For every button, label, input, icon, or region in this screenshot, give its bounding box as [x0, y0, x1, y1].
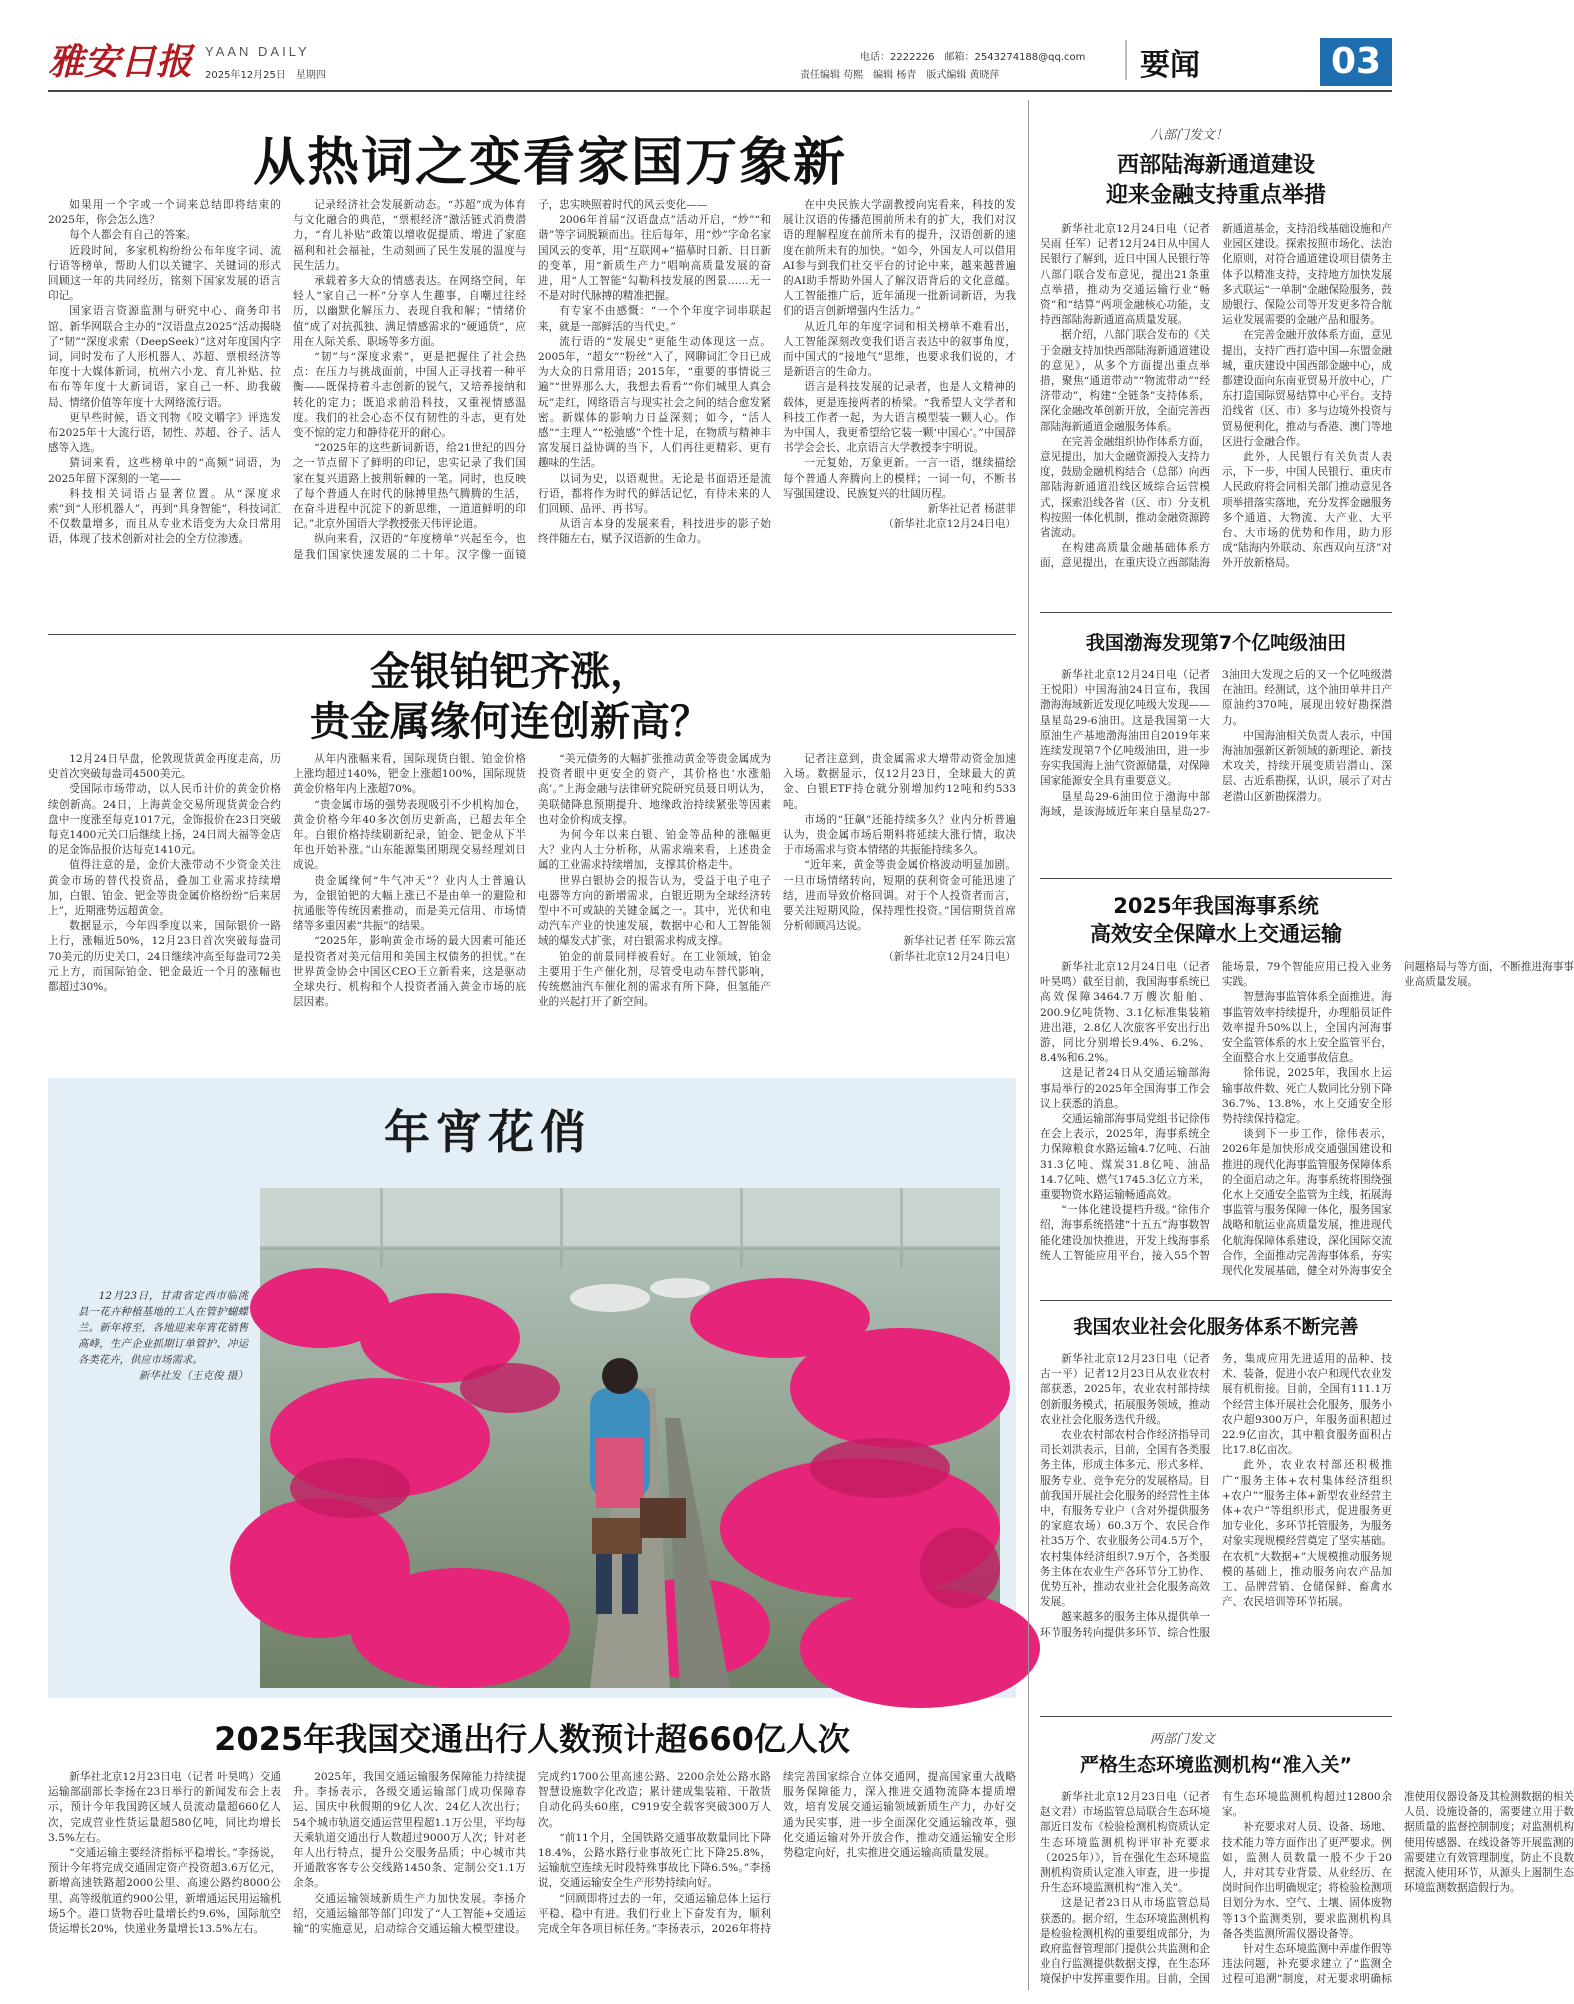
paragraph: “贵金属市场的强势表现吸引不少机构加仓，黄金价格今年40多次创历史新高，已超去年全年。白银价格持续刷新纪录，铂金、钯金从下半年也开始补涨。”山东能源集团期现交易经理刘日成说。 — [293, 798, 526, 872]
article-body-r3 — [1040, 960, 1574, 1294]
photo-section — [48, 1078, 1016, 1698]
headline-r4: 我国农业社会化服务体系不断完善 — [1073, 1316, 1359, 1338]
paragraph: 交通运输领域新质生产力加快发展。李扬介绍，交通运输部等部门印发了“人工智能+交通运输”的实施意见，启动综合交通运输大模型建设。完成约1700公里高速公路、2200余处公路水路智慧设施数字化改造；累计建成集装箱、干散货自动化码头60座，C919安全载客突破300万人次。 — [293, 1771, 771, 1936]
paragraph: 交通运输部海事局党组书记徐伟在会上表示，2025年，海事系统全力保障粮食水路运输4.7亿吨、石油31.3亿吨、煤炭31.8亿吨、油品14.7亿吨、燃气1745.3亿立方米，重要物资水路运输畅通高效。 — [1040, 1113, 1210, 1202]
paragraph: 受国际市场带动，以人民币计价的黄金价格续创新高。24日，上海黄金交易所现货黄金合约盘中一度涨至每克1017元，金饰报价在23日突破每克1400元关口后继续上扬，24日周大福等金店的足金饰品报价达每克1410元。 — [48, 783, 281, 857]
paragraph: 这是记者24日从交通运输部海事局举行的2025年全国海事工作会议上获悉的消息。 — [1040, 1067, 1210, 1110]
paragraph: 为何今年以来白银、铂金等品种的涨幅更大？业内人士分析称，从需求端来看，上述贵金属的工业需求持续增加，支撑其价格走牛。 — [538, 829, 771, 872]
headline-a2-line1: 金银铂钯齐涨， — [370, 649, 650, 695]
paragraph: “2025年，影响黄金市场的最大因素可能还是投资者对美元信用和美国主权债务的担忧。”在世界黄金协会中国区CEO王立新看来，这是驱动全球央行、机构和个人投资者涌入黄金市场的底层因素。 — [293, 935, 526, 1009]
paragraph: 据介绍，八部门联合发布的《关于金融支持加快西部陆海新通道建设的意见》，从多个方面提出重点举措，聚焦“通道带动”“物流带动”“经济带动”，构建“全链条”支持体系，深化金融改革创新开放，全面完善西部陆海新通道金融服务体系。 — [1040, 329, 1210, 433]
paragraph: 此外，人民银行有关负责人表示，下一步，中国人民银行、重庆市人民政府将会同相关部门推动意见各项举措落实落地，充分发挥金融服务多个通道、大物流、大产业、大平台、大市场的优势和作用，助力形成“陆海内外联动、东西双向互济”对外开放新格局。 — [1222, 451, 1392, 570]
paragraph: 纵向来看，汉语的“年度榜单”兴起至今，也是我们国家快速发展的二十年。汉字像一面镜子，忠实映照着时代的风云变化—— — [293, 199, 708, 561]
paragraph: 在构建高质量金融基础体系方面，意见提出，在重庆设立西部陆海新通道基金，支持沿线基础设施和产业园区建设。探索按照市场化、法治化原则，对符合通道建设项目债务主体予以精准支持，支持地方加快发展多式联运“一单制”金融保险服务，鼓励银行、保险公司等开发更多符合航运业发展需要的金融产品和服务。 — [1040, 223, 1392, 570]
newspaper-english-name: YAAN DAILY — [205, 44, 310, 59]
column-divider — [1028, 100, 1029, 1990]
paragraph: 新华社北京12月24日电（记者 吴雨 任军）记者12月24日从中国人民银行了解到，近日中国人民银行等八部门联合发布意见，提出21条重点举措，推动为交通运输行业“畅资”和“结算”两项金融核心功能，支持西部陆海新通道高质量发展。 — [1040, 223, 1210, 327]
article-body-r1 — [1040, 222, 1392, 594]
divider — [1040, 612, 1392, 613]
headline-r5: 严格生态环境监测机构“准入关” — [1080, 1754, 1352, 1776]
headline-r3-line1: 2025年我国海事系统 — [1113, 894, 1319, 918]
article-body-a2 — [48, 752, 1016, 1062]
article-body-r5 — [1040, 1790, 1574, 1990]
paragraph: 新华社北京12月23日电（记者 叶昊鸣）交通运输部副部长李扬在23日举行的新闻发布会上表示，预计今年我国跨区域人员流动量超660亿人次，完成营业性货运量超580亿吨，同比均增长3.5%左右。 — [48, 1771, 281, 1844]
paragraph: 从语言本身的发展来看，科技进步的影子始终伴随左右，赋予汉语新的生命力。 — [538, 518, 771, 546]
headline-r1-line2: 迎来金融支持重点举措 — [1105, 183, 1326, 208]
contact-info: 电话：2222226 邮箱：2543274188@qq.com — [860, 52, 1086, 63]
paragraph: 此外，农业农村部还积极推广“服务主体+农村集体经济组织+农户”“服务主体+新型农业经营主体+农户”等组织形式，促进服务更加专业化、多环节托管服务，为服务对象实现规模经营奠定了坚实基础。在农机“大数据+”大规模推动服务规模的基础上，推动服务向农产品加工、品牌营销、仓储保鲜、畜禽水产、农民培训等环节拓展。 — [1222, 1459, 1392, 1609]
headline-r3-line2: 高效安全保障水上交通运输 — [1090, 922, 1342, 946]
paragraph: 世界白银协会的报告认为，受益于电子电子电器等方向的新增需求，白银近期为全球经济转型中不可或缺的关键金属之一。其中，光伏和电动汽车产业的快速发展，数据中心和人工智能领域的爆发式扩张，对白银需求构成支撑。 — [538, 874, 771, 948]
paragraph: 近段时间，多家机构纷纷公布年度字词、流行语等榜单，帮助人们以关键字、关键词的形式回顾这一年的共同经历，铭刻下国家发展的语言印记。 — [48, 244, 281, 303]
paragraph: 谈到下一步工作，徐伟表示，2026年是加快形成交通强国建设和推进的现代化海事监管服务保障体系的全面启动之年。海事系统将围绕强化水上交通安全监管为主线，拓展海事监管与服务保障一体化，服务国家战略和航运业高质量发展，推进现代化航海保障体系建设，深化国际交流合作，全面推动完善海事体系，夯实现代化发展基础，健全对外海事安全问题格局与等方面，不断推进海事事业高质量发展。 — [1222, 961, 1574, 1278]
paragraph: 新华社北京12月24日电（记者 王悦阳）中国海油24日宣布，我国渤海海域新近发现亿吨级大发现——垦星岛29-6油田。这是我国第一大原油生产基地渤海油田自2019年来连续发现第7个亿吨级油田，进一步夯实我国海上油气资源储量，对保障国家能源安全具有重要意义。 — [1040, 669, 1210, 788]
divider — [1040, 1716, 1392, 1717]
headline-a1: 从热词之变看家国万象新 — [252, 133, 847, 193]
paragraph: “一体化建设提档升级。”徐伟介绍，海事系统搭建“十五五”海事数智能化建设加快推进，开发上线海事系统人工智能应用平台，接入55个智能场景，79个智能应用已投入业务实践。 — [1040, 961, 1392, 1262]
paragraph: 以词为史，以语观世。无论是书面语还是流行语，都将作为时代的鲜活记忆，有待未来的人们回顾、品评、再书写。 — [538, 472, 771, 516]
newspaper-logo: 雅安日报 — [48, 41, 193, 83]
article-body-a3 — [48, 1770, 1016, 1990]
paragraph: “交通运输主要经济指标平稳增长。”李扬说，预计今年将完成交通固定资产投资超3.6万亿元，新增高速铁路超2000公里、高速公路约8000公里、高等级航道约900公里，新增通运民用运输机场5个。港口货物吞吐量增长约9.6%，国际航空货运增长20%，快递业务量增长13.5%左右。 — [48, 1847, 281, 1936]
paragraph: 猜词来看，这些榜单中的“高频”词语，为2025年留下深刻的一笔—— — [48, 457, 281, 485]
paragraph: 在完善金融开放体系方面，意见提出，支持广西打造中国—东盟金融城，重庆建设中国西部金融中心，成都建设面向东南亚贸易开放中心，广东打造国际贸易结算中心平台。支持沿线省（区、市）多与边境外投资与贸易便利化，推动与香港、澳门等地区进行金融合作。 — [1222, 329, 1392, 448]
headline-a3: 2025年我国交通出行人数预计超660亿人次 — [214, 1720, 850, 1758]
headline-r2: 我国渤海发现第7个亿吨级油田 — [1085, 632, 1347, 654]
paragraph: 新华社北京12月23日电（记者 古一平）记者12月23日从农业农村部获悉，2025年，农业农村部持续创新服务模式，拓展服务领域，推动农业社会化服务迭代升级。 — [1040, 1353, 1210, 1426]
paragraph: 每个人都会有自己的答案。 — [69, 229, 197, 242]
paragraph: 从年内涨幅来看，国际现货白银、铂金价格上涨均超过140%，钯金上涨超100%，国际现货黄金价格年内上涨超70%。 — [293, 753, 526, 796]
paragraph: 市场的“狂飙”还能持续多久？业内分析普遍认为，贵金属市场后期料将延续大涨行情，取决于市场需求与资本情绪的共振能持续多久。 — [783, 813, 1016, 857]
paragraph: “韧”与“深度求索”，更是把握住了社会热点：在压力与挑战面前，中国人正寻找着一种平衡——既保持着斗志创新的锐气，又培养接纳和转化的定力；既追求前沿科技，又重视情感温度。我们的社会心态不仅有韧性的斗志，更有处变不惊的定力和静待花开的耐心。 — [293, 351, 526, 440]
paragraph: 2006年首届“汉语盘点”活动开启，“炒”“和谐”等字词脱颖而出。往后每年，用“炒”字命名家国风云的变革，用“互联网+”描摹时日新、日日新的变革，用“新质生产力”唱响高质量发展的奋进，用“人工智能”勾勒科技发展的图景……无一不是对时代脉搏的精准把握。 — [538, 214, 771, 303]
photo-frame — [260, 1188, 1000, 1688]
paragraph: 更早些时候，语文刊物《咬文嚼字》评选发布2025年十大流行语，韧性、苏超、谷子、活人感等入选。 — [48, 411, 281, 455]
page-number-box — [1320, 38, 1392, 86]
paragraph: 智慧海事监管体系全面推进。海事监管效率持续提升，办理船员证件效率提升50%以上，全国内河海事安全监管体系的水上安全监管平台，全面整合水上交通事故信息。 — [1222, 991, 1392, 1065]
dateline: （新华社北京12月24日电） — [883, 950, 1016, 963]
paragraph: 有专家不由感慨：“一个个年度字词串联起来，就是一部鲜活的当代史。” — [538, 305, 771, 333]
photo-title: 年宵花俏 — [384, 1105, 592, 1159]
paragraph: 新华社北京12月23日电（记者 赵文君）市场监管总局联合生态环境部近日发布《检验检测机构资质认定生态环境监测机构评审补充要求（2025年）》，旨在强化生态环境监测机构资质认定准入审查，进一步提升生态环境监测机构“准入关”。 — [1040, 1791, 1210, 1895]
photo-credit: 新华社发（王克俊 摄） — [138, 1370, 248, 1382]
headline-a2-line2: 贵金属缘何连创新高？ — [310, 699, 710, 745]
paragraph: 在中央民族大学副教授向宪看来，科技的发展让汉语的传播范围前所未有的扩大，我们对汉语的理解程度在前所未有的提升，汉语创新的速度在前所未有的加快。“如今，外国友人可以借用AI参与到我们社交平台的讨论中来，越来越普遍的AI助手帮助外国人了解汉语背后的文化意蕴。人工智能推广后，近年涌现一批新词新语，为我们的语言创新增强内生活力。” — [783, 199, 1016, 318]
paragraph: 中国海油相关负责人表示，中国海油加强新区新领域的新理论、新技术攻关，持续开展变质岩潜山、深层、古近系勘探，认识，展示了对古老潜山区新勘探潜力。 — [1222, 729, 1392, 803]
kicker-r1: 八部门发文！ — [1150, 128, 1229, 143]
paragraph: 科技相关词语占显著位置。从“深度求索”到“人形机器人”，再到“具身智能”，科技词汇不仅数量增多，而且从专业术语变为大众日常用语，体现了技术创新对社会的全方位渗透。 — [48, 487, 281, 546]
byline: 新华社记者 任军 陈云富 — [903, 935, 1016, 948]
paragraph: 在完善金融组织协作体系方面，意见提出，加大金融资源投入支持力度，鼓励金融机构结合（总部）向西部陆海新通道沿线区域综合运营模式，探索沿线各省（区、市）分支机构按照一体化机制，推动金融资源跨省流动。 — [1040, 435, 1210, 540]
paragraph: 垦星岛29-6油田位于渤海中部海域，是该海域近年来自垦星岛27-3油田大发现之后的又一个亿吨级潜在油田。经测试，这个油田单井日产原油约370吨，展现出较好勘探潜力。 — [1040, 669, 1392, 818]
paragraph: 新华社北京12月24日电（记者 叶昊鸣）截至目前，我国海事系统已高效保障3464.7万艘次船舶、200.9亿吨货物、3.1亿标准集装箱进出港，2.8亿人次旅客平安出行出游，同比分别增长9.4%、6.2%、8.4%和6.2%。 — [1040, 961, 1210, 1065]
divider — [1040, 1300, 1392, 1301]
caption-text: 12月23日，甘肃省定西市临洮县一花卉种植基地的工人在管护蝴蝶兰。新年将至，各地迎来年宵花销售高峰，生产企业抓期订单管护、冲运各类花卉，供应市场需求。 — [78, 1290, 248, 1366]
paragraph: 国家语言资源监测与研究中心、商务印书馆、新华网联合主办的“汉语盘点2025”活动揭晓了“韧”“深度求索（DeepSeek）”这对年度国内字词，同时发布了人形机器人、苏超、票根经济等年度十大媒体新词，杭州六小龙、育儿补贴、拉布布等年度十大新词语，家自己一杯、助我破局、情绪价值等年度十大网络流行语。 — [48, 305, 281, 409]
paragraph: 补充要求对人员、设备、场地、技术能力等方面作出了更严要求。例如，监测人员数量一般不少于20人，并对其专业背景、从业经历、在岗时间作出明确规定；将检验检测项目划分为水、空气、土壤、固体废物等13个监测类别，要求监测机构具备各类监测所需仪器设备等。 — [1222, 1821, 1392, 1940]
article-body-a1 — [48, 198, 1016, 626]
paragraph: 从近几年的年度字词和相关榜单不难看出，人工智能深刻改变我们语言表达中的叙事角度，而中国式的“接地气”思维，也要求我们说的，才是新语言的生命力。 — [783, 320, 1016, 379]
article-body-r4 — [1040, 1352, 1392, 1708]
page-number: 03 — [1330, 41, 1382, 82]
paragraph: 铂金的前景同样被看好。在工业领域，铂金主要用于生产催化剂，尽管受电动车替代影响，传统燃油汽车催化剂的需求有所下降，但氢能产业的兴起打开了新空间。 — [538, 950, 771, 1009]
paragraph: 如果用一个字或一个词来总结即将结束的2025年，你会怎么选？ — [48, 199, 281, 227]
issue-date: 2025年12月25日 星期四 — [205, 70, 326, 81]
paragraph: 贵金属缘何“牛气冲天”？业内人士普遍认为，金银铂钯的大幅上涨已不是由单一的避险和抗通胀等传统因素推动，而是美元信用、市场情绪等多重因素“共振”的结果。 — [293, 874, 526, 933]
orchid-greenhouse-photo — [260, 1188, 1000, 1688]
photo-caption — [78, 1288, 248, 1488]
section-divider — [1125, 40, 1127, 80]
paragraph: 农业农村部农村合作经济指导司司长刘洪表示，目前，全国有各类服务主体，形成主体多元、形式多样、服务专业、竞争充分的发展格局。目前我国开展社会化服务的经营性主体中，有服务专业户（含对外提供服务的家庭农场）60.3万个、农民合作社35万个、农业服务公司4.5万个，农村集体经济组织7.9万个，各类服务主体在农业生产各环节分工协作、优势互补，推动农业社会化服务高效发展。 — [1040, 1429, 1210, 1609]
paragraph: 徐伟说，2025年，我国水上运输事故件数、死亡人数同比分别下降36.7%、13.8%，水上交通安全形势持续保持稳定。 — [1222, 1067, 1392, 1126]
paragraph: 越来越多的服务主体从提供单一环节服务转向提供多环节、综合性服务，集成应用先进适用的品种、技术、装备，促进小农户和现代农业发展有机衔接。目前，全国有111.1万个经营主体开展社会化服务，服务小农户超9300万户，年服务面积超过22.9亿亩次，其中粮食服务面积占比17.8亿亩次。 — [1040, 1353, 1392, 1639]
divider — [48, 634, 1016, 635]
paragraph: “回顾即将过去的一年，交通运输总体上运行平稳、稳中有进。我们行业上下奋发有为，顺利完成全年各项目标任务。”李扬表示，2026年将持续完善国家综合立体交通网，提高国家重大战略服务保障能力，深入推进交通物流降本提质增效，培育发展交通运输领域新质生产力，办好交通为民实事，进一步全面深化交通运输改革，强化交通运输对外开放合作，推动交通运输安全形势稳定向好，扎实推进交通运输高质量发展。 — [538, 1771, 1016, 1936]
section-name: 要闻 — [1140, 48, 1200, 83]
editor-credits: 责任编辑 苟熙 编辑 杨青 版式编辑 黄晓萍 — [800, 70, 1000, 81]
paragraph: 记录经济社会发展新动态。“苏超”成为体育与文化融合的典范，“票根经济”激活链式消费潜力，“育儿补贴”政策以增收促提质、增进了家庭福利和社会福祉，生动刻画了民生发展的温度与民生活力。 — [293, 199, 526, 272]
paragraph: 这是记者23日从市场监管总局获悉的。据介绍，生态环境监测机构是检验检测机构的重要组成部分，为政府监督管理部门提供公共监测和企业自行监测提供数据支撑，在生态环境保护中发挥重要作用。目前，全国有生态环境监测机构超过12800余家。 — [1040, 1791, 1392, 1986]
paragraph: “近年来，黄金等贵金属价格波动明显加剧。一旦市场情绪转向，短期的获利资金可能迅速了结，进而导致价格回调。对于个人投资者而言，要关注短期风险，保持理性投资。”国信期货首席分析师顾冯达说。 — [783, 859, 1016, 933]
article-body-r2 — [1040, 668, 1392, 868]
paragraph: “美元债务的大幅扩张推动黄金等贵金属成为投资者眼中更安全的资产，其价格也‘水涨船高’。”上海金融与法律研究院研究员聂日明认为，美联储降息预期提升、地缘政治持续紧张等因素也对金价构成支撑。 — [538, 753, 771, 826]
paragraph: “2025年的这些新词新语，给21世纪的四分之一节点留下了鲜明的印记，忠实记录了我们国家在复兴道路上披荆斩棘的一笔。同时，也反映了每个普通人在时代的脉搏里热气腾腾的生活，在奋斗进程中沉淀下的新思维，一道道鲜明的印记。”北京外国语大学教授张天伟评论道。 — [293, 442, 526, 531]
paragraph: 针对生态环境监测中弄虚作假等违法问题，补充要求建立了“监测全过程可追溯”制度，对无要求明确标准使用仪器设备及其检测数据的相关人员、设施设备的，需要建立用于数据质量的监督控制制度；对监测机构使用传感器、在线设备等开展监测的需要建立有效管理制度，防止不良数据流入使用环节，从源头上遏制生态环境监测数据造假行为。 — [1222, 1791, 1574, 1986]
paragraph: 流行语的“发展史”更能生动体现这一点。2005年，“超女”“粉丝”入了，网聊词汇令日已成为大众的日常用语；2015年，“重要的事情说三遍”“世界那么大，我想去看看”“你们城里人真会玩”走红，网络语言与现实社会之间的结合愈发紧密。新媒体的影响力日益深刻；如今，“活人感”“主理人”“松弛感”个性十足，在物质与精神丰富发展日益协调的当下，人们再往更精彩、更有趣味的生活。 — [538, 335, 771, 470]
headline-r1-line1: 西部陆海新通道建设 — [1116, 153, 1315, 178]
kicker-r5: 两部门发文 — [1150, 1732, 1216, 1747]
paragraph: 一元复始，万象更新。一言一语，继续描绘每个普通人奔腾向上的模样；一词一句，不断书写强国建设、民族复兴的壮阔历程。 — [783, 457, 1016, 500]
dateline: （新华社北京12月24日电） — [883, 518, 1016, 531]
divider — [1040, 878, 1392, 879]
paragraph: 数据显示，今年四季度以来，国际银价一路上行，涨幅近50%，12月23日首次突破每盎司70美元的历史关口，24日继续冲高至每盎司72美元上方，而国际铂金、钯金最近一个月的涨幅也都超过30%。 — [48, 920, 281, 994]
paragraph: 语言是科技发展的记录者，也是人文精神的载体，更是连接两者的桥梁。“我希望人文学者和科技工作者一起，为大语言模型装一颗人心。作为中国人，我更希望给它装一颗‘中国心’。”中国辞书学会会长、北京语言大学教授李宇明说。 — [783, 381, 1016, 455]
masthead-rule — [48, 90, 1392, 92]
paragraph: “前11个月，全国铁路交通事故数量同比下降18.4%，公路水路行业事故死亡比下降25.8%，运输航空连续无时段特殊事故比下降6.5%。”李扬说，交通运输安全生产形势持续向好。 — [538, 1831, 771, 1890]
byline: 新华社记者 杨湛菲 — [927, 503, 1016, 516]
paragraph: 2025年，我国交通运输服务保障能力持续提升。李扬表示，各级交通运输部门成功保障春运、国庆中秋假期的9亿人次、24亿人次出行；54个城市轨道交通运营里程超1.1万公里，平均每天乘轨道交通出行人数超过9000万人次；针对老年人出行特点，提升公交服务品质；中心城市共开通散客客专公交线路1450条、定制公交1.1万余条。 — [293, 1771, 526, 1890]
paragraph: 12月24日早盘，伦敦现货黄金再度走高，历史首次突破每盎司4500美元。 — [48, 753, 281, 781]
masthead — [0, 0, 1422, 92]
paragraph: 承载着多大众的情感表达。在网络空间，年轻人“家自己一杯”分享人生趣事，自嘲过往经历，以幽默化解压力、表现自我和解；“情绪价值”成了对抗孤独、满足情感需求的“硬通货”，应用在人际关系、职场等多方面。 — [293, 275, 526, 348]
paragraph: 值得注意的是，金价大涨带动不少资金关注黄金市场的替代投资品，叠加工业需求持续增加，白银、铂金、钯金等贵金属价格纷纷“后来居上”，近期涨势远超黄金。 — [48, 859, 281, 918]
paragraph: 记者注意到，贵金属需求大增带动资金加速入场。数据显示，仅12月23日，全球最大的黄金、白银ETF持仓就分别增加约12吨和约533吨。 — [783, 753, 1016, 811]
